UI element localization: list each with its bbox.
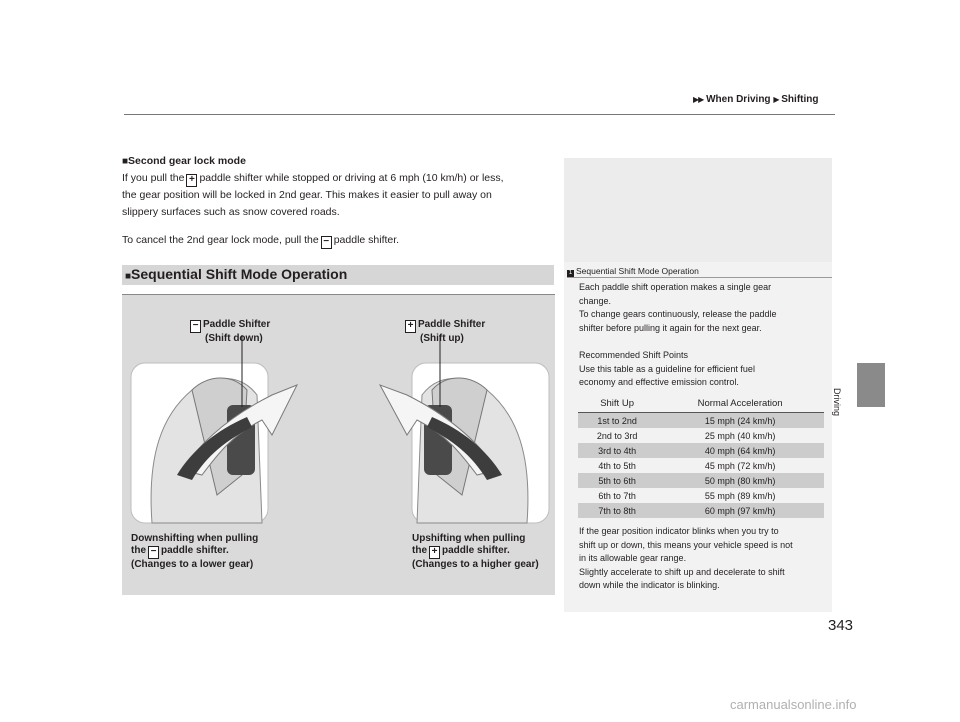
breadcrumb <box>693 94 818 105</box>
second-gear-line-3: slippery surfaces such as snow covered roads. <box>122 206 340 218</box>
cancel-instruction: To cancel the 2nd gear lock mode, pull the − paddle shifter. <box>122 234 400 247</box>
header-divider <box>124 114 835 115</box>
breadcrumb-item-shifting[interactable]: Shifting <box>781 94 819 105</box>
sidebar-title: 1 Sequential Shift Mode Operation <box>568 266 699 276</box>
page-number: 343 <box>828 617 854 634</box>
section-header <box>122 265 554 285</box>
minus-paddle-key-icon: − <box>148 546 159 559</box>
square-bullet-icon: ■ <box>125 271 132 282</box>
sidebar-paragraph-3: If the gear position indicator blinks when you try to shift up or down, this means your vehicle speed is not in its allowable gear range. Slightly accelerate to shift up and decelerate to shift down while the indicator is blinking. <box>579 526 793 590</box>
reference-icon: 1 <box>568 270 573 276</box>
second-gear-line-2: the gear position will be locked in 2nd gear. This makes it easier to pull away on <box>122 189 492 201</box>
table-row: 7th to 8th 60 mph (97 km/h) <box>578 503 824 518</box>
chapter-tab <box>857 363 885 407</box>
minus-paddle-key-icon: − <box>190 320 201 333</box>
sidebar-paragraph-1: Each paddle shift operation makes a single gear change. To change gears continuously, release the paddle shifter before pulling it again for the next gear. <box>579 282 777 333</box>
square-bullet-icon: ■ <box>122 156 129 167</box>
table-row: 3rd to 4th 40 mph (64 km/h) <box>578 443 824 458</box>
minus-paddle-key-icon: − <box>321 236 332 249</box>
shift-points-table <box>578 394 824 518</box>
second-gear-line-1: If you pull the + paddle shifter while stopped or driving at 6 mph (10 km/h) or less, <box>122 172 504 185</box>
sidebar-paragraph-2: Recommended Shift Points Use this table as a guideline for efficient fuel economy and effective emission control. <box>579 350 755 387</box>
second-gear-heading: ■Second gear lock mode <box>122 155 246 167</box>
breadcrumb-arrow-icon: ▶ <box>773 95 779 104</box>
table-header-shift-up: Shift Up <box>578 394 656 413</box>
table-row: 2nd to 3rd 25 mph (40 km/h) <box>596 430 776 441</box>
plus-paddle-key-icon: + <box>429 546 440 559</box>
table-row: 1st to 2nd 15 mph (24 km/h) <box>578 413 824 429</box>
sidebar-title-rule <box>567 277 832 278</box>
upshift-paddle-label: + Paddle Shifter (Shift up) <box>403 319 485 345</box>
downshift-paddle-label: − Paddle Shifter (Shift down) <box>188 319 270 345</box>
breadcrumb-item-when-driving[interactable]: When Driving <box>706 94 771 105</box>
table-row: 5th to 6th 50 mph (80 km/h) <box>578 473 824 488</box>
plus-paddle-key-icon: + <box>405 320 416 333</box>
downshift-caption: Downshifting when pulling the − paddle shifter. (Changes to a lower gear) <box>131 533 259 570</box>
table-row: 6th to 7th 55 mph (89 km/h) <box>598 490 776 501</box>
plus-paddle-key-icon: + <box>186 174 197 187</box>
table-row: 4th to 5th 45 mph (72 km/h) <box>598 460 776 471</box>
chapter-label: Driving <box>832 388 842 417</box>
watermark: carmanualsonline.info <box>730 697 857 712</box>
breadcrumb-arrow-icon: ▶▶ <box>693 95 704 104</box>
section-title: Sequential Shift Mode Operation <box>131 266 348 282</box>
table-header-normal-acceleration: Normal Acceleration <box>656 394 824 413</box>
upshift-caption: Upshifting when pulling the + paddle shifter. (Changes to a higher gear) <box>412 533 539 570</box>
